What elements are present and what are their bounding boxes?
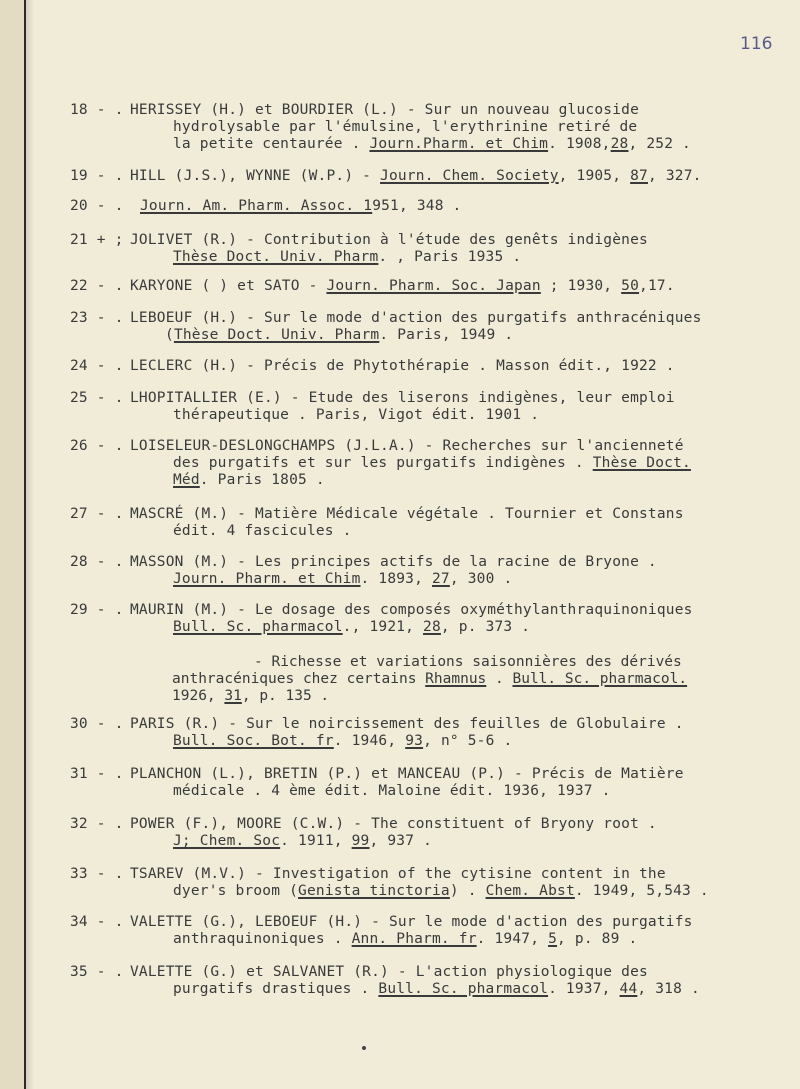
- bibliography-entry-27: 27 - . MASCRÉ (M.) - Matière Médicale végétale . Tournier et Constans édit. 4 fascicules .: [70, 506, 684, 539]
- bibliography-entry-34: 34 - . VALETTE (G.), LEBOEUF (H.) - Sur le mode d'action des purgatifs anthraquinoniques . Ann. Pharm. fr. 1947, 5, p. 89 .: [70, 914, 693, 947]
- handwritten-page-number: 116: [740, 34, 773, 54]
- bibliography-entry-25: 25 - . LHOPITALLIER (E.) - Etude des liserons indigènes, leur emploi thérapeutique . Paris, Vigot édit. 1901 .: [70, 390, 675, 423]
- bibliography-entry-24: 24 - . LECLERC (H.) - Précis de Phytothérapie . Masson édit., 1922 .: [70, 358, 675, 374]
- bibliography-entry-32: 32 - . POWER (F.), MOORE (C.W.) - The constituent of Bryony root . J; Chem. Soc. 1911, 99, 937 .: [70, 816, 657, 849]
- bibliography-entry-22: 22 - . KARYONE ( ) et SATO - Journ. Pharm. Soc. Japan ; 1930, 50,17.: [70, 278, 675, 294]
- bibliography-entry-33: 33 - . TSAREV (M.V.) - Investigation of the cytisine content in the dyer's broom (Genista tinctoria) . Chem. Abst. 1949, 5,543 .: [70, 866, 709, 899]
- bibliography-entry-31: 31 - . PLANCHON (L.), BRETIN (P.) et MANCEAU (P.) - Précis de Matière médicale . 4 ème édit. Maloine édit. 1936, 1937 .: [70, 766, 684, 799]
- bibliography-entry-23: 23 - . LEBOEUF (H.) - Sur le mode d'action des purgatifs anthracéniques (Thèse Doct. Univ. Pharm. Paris, 1949 .: [70, 310, 702, 343]
- bibliography-sub-entry-29: - Richesse et variations saisonnières des dérivés anthracéniques chez certains Rhamnus . Bull. Sc. pharmacol. 1926, 31, p. 135 .: [172, 654, 688, 704]
- bibliography-entry-35: 35 - . VALETTE (G.) et SALVANET (R.) - L'action physiologique des purgatifs drastiques . Bull. Sc. pharmacol. 1937, 44, 318 .: [70, 964, 700, 997]
- bibliography-entry-21: 21 + ; JOLIVET (R.) - Contribution à l'étude des genêts indigènes Thèse Doct. Univ. Pharm. , Paris 1935 .: [70, 232, 648, 265]
- ink-dot-mark: [362, 1046, 366, 1050]
- binding-shadow: [26, 0, 34, 1089]
- bibliography-entry-26: 26 - . LOISELEUR-DESLONGCHAMPS (J.L.A.) - Recherches sur l'ancienneté des purgatifs et sur les purgatifs indigènes . Thèse Doct. Méd. Paris 1805 .: [70, 438, 691, 488]
- bibliography-entry-29: 29 - . MAURIN (M.) - Le dosage des composés oxyméthylanthraquinoniques Bull. Sc. pharmacol., 1921, 28, p. 373 .: [70, 602, 693, 635]
- bibliography-entry-28: 28 - . MASSON (M.) - Les principes actifs de la racine de Bryone . Journ. Pharm. et Chim. 1893, 27, 300 .: [70, 554, 657, 587]
- bibliography-entry-30: 30 - . PARIS (R.) - Sur le noircissement des feuilles de Globulaire . Bull. Soc. Bot. fr. 1946, 93, n° 5-6 .: [70, 716, 684, 749]
- page-binding-edge: [0, 0, 26, 1089]
- bibliography-entry-19: 19 - . HILL (J.S.), WYNNE (W.P.) - Journ. Chem. Society, 1905, 87, 327.: [70, 168, 702, 184]
- bibliography-entry-18: 18 - . HERISSEY (H.) et BOURDIER (L.) - Sur un nouveau glucoside hydrolysable par l'émulsine, l'erythrinine retiré de la petite centaurée . Journ.Pharm. et Chim. 1908,28, 252 .: [70, 102, 691, 152]
- bibliography-entry-20: 20 - . Journ. Am. Pharm. Assoc. 1951, 348 .: [70, 198, 462, 214]
